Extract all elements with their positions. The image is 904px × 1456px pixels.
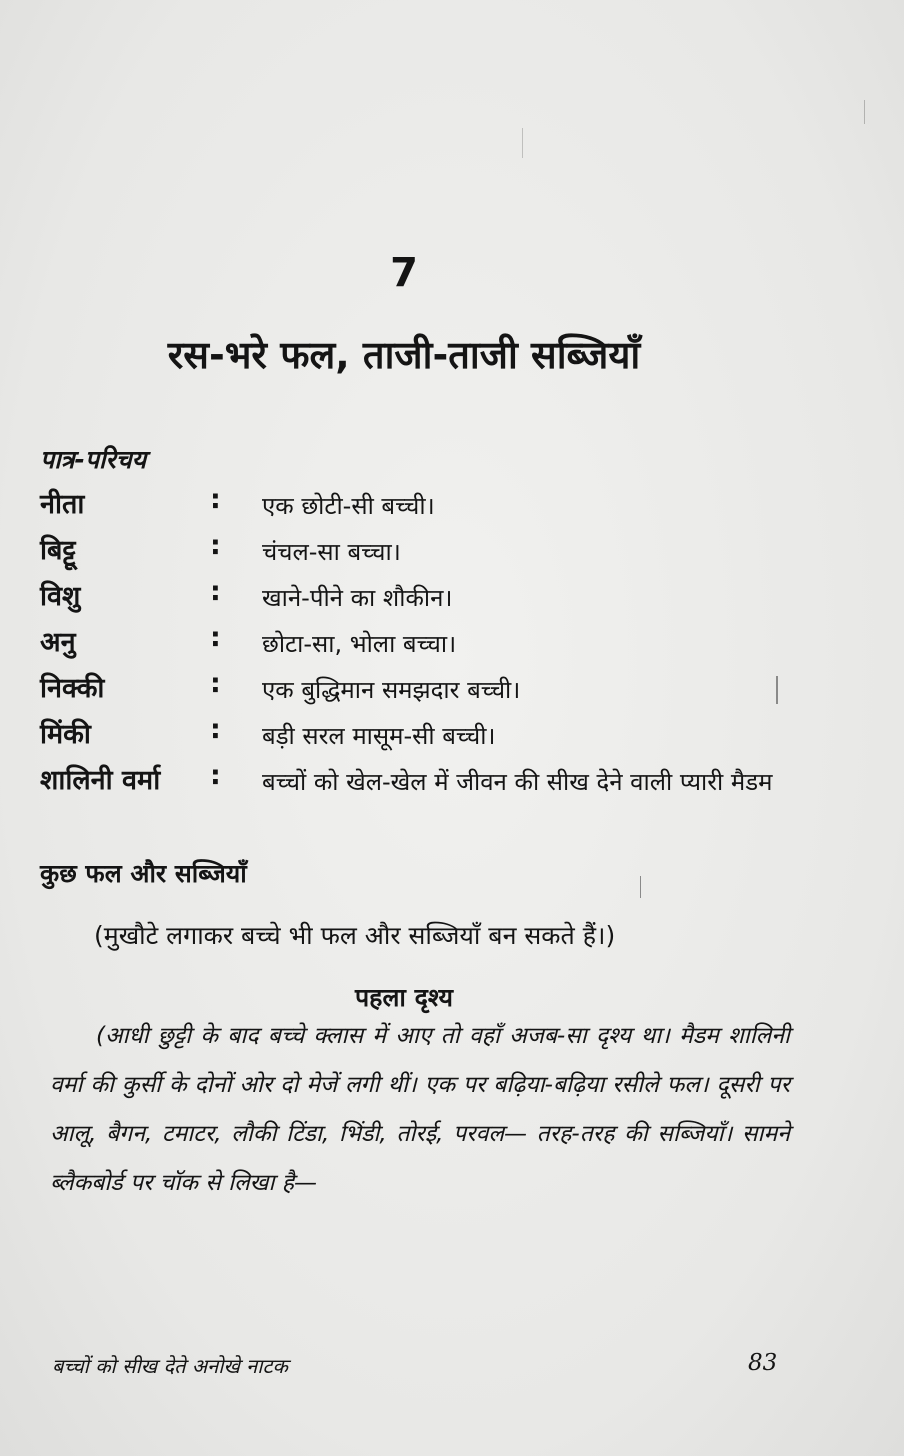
page-number: 83 [748, 1350, 778, 1376]
cast-separator: : [210, 668, 221, 699]
paper-scratch [522, 128, 523, 158]
cast-separator: : [210, 576, 221, 607]
cast-description: एक बुद्धिमान समझदार बच्ची। [262, 676, 521, 704]
cast-description: चंचल-सा बच्चा। [262, 538, 401, 566]
cast-separator: : [210, 760, 221, 791]
scene-paragraph: (आधी छुट्टी के बाद बच्चे क्लास में आए तो वहाँ अजब-सा दृश्य था। मैडम शालिनी वर्मा की कुर्सी के दोनों ओर दो मेजें लगी थीं। एक पर बढ़िया-बढ़िया रसीले फल। दूसरी पर आलू, बैगन, टमाटर, लौकी टिंडा, भिंडी, तोरई, परवल— तरह-तरह की सब्जियाँ। सामने ब्लैकबोर्ड पर चॉक से लिखा है— [50, 1023, 790, 1196]
cast-row-minki [40, 714, 820, 762]
cast-description: एक छोटी-सी बच्ची। [262, 492, 435, 520]
cast-description: छोटा-सा, भोला बच्चा। [262, 630, 457, 658]
cast-description: बच्चों को खेल-खेल में जीवन की सीख देने वाली प्यारी मैडम [262, 768, 773, 796]
cast-description: बड़ी सरल मासूम-सी बच्ची। [262, 722, 496, 750]
chapter-number: 7 [390, 250, 418, 296]
mask-note: (मुखौटे लगाकर बच्चे भी फल और सब्जियाँ बन सकते हैं।) [94, 921, 616, 950]
cast-separator: : [210, 484, 221, 515]
cast-name: नीता [40, 489, 85, 520]
cast-name: बिट्टू [40, 535, 76, 566]
cast-name: शालिनी वर्मा [40, 765, 161, 796]
scene-heading: पहला दृश्य [354, 983, 453, 1012]
cast-name: मिंकी [40, 719, 91, 750]
cast-name: विशु [40, 581, 81, 612]
cast-separator: : [210, 530, 221, 561]
cast-name: अनु [40, 627, 76, 658]
cast-row-nikki [40, 668, 820, 716]
cast-name: निक्की [40, 673, 105, 704]
fruits-vegetables-heading: कुछ फल और सब्जियाँ [40, 859, 247, 888]
running-footer-title: बच्चों को सीख देते अनोखे नाटक [52, 1354, 288, 1378]
cast-row-vishu [40, 576, 820, 624]
cast-row-nita [40, 484, 820, 532]
cast-row-anu [40, 622, 820, 670]
cast-separator: : [210, 622, 221, 653]
cast-separator: : [210, 714, 221, 745]
cast-row-bittu [40, 530, 820, 578]
cast-row-shalini-verma [40, 760, 820, 850]
cast-heading: पात्र-परिचय [40, 445, 147, 474]
cast-description: खाने-पीने का शौकीन। [262, 584, 453, 612]
chapter-title: रस-भरे फल, ताजी-ताजी सब्जियाँ [167, 333, 641, 377]
paper-scratch [864, 100, 865, 124]
paper-scratch [640, 876, 641, 898]
